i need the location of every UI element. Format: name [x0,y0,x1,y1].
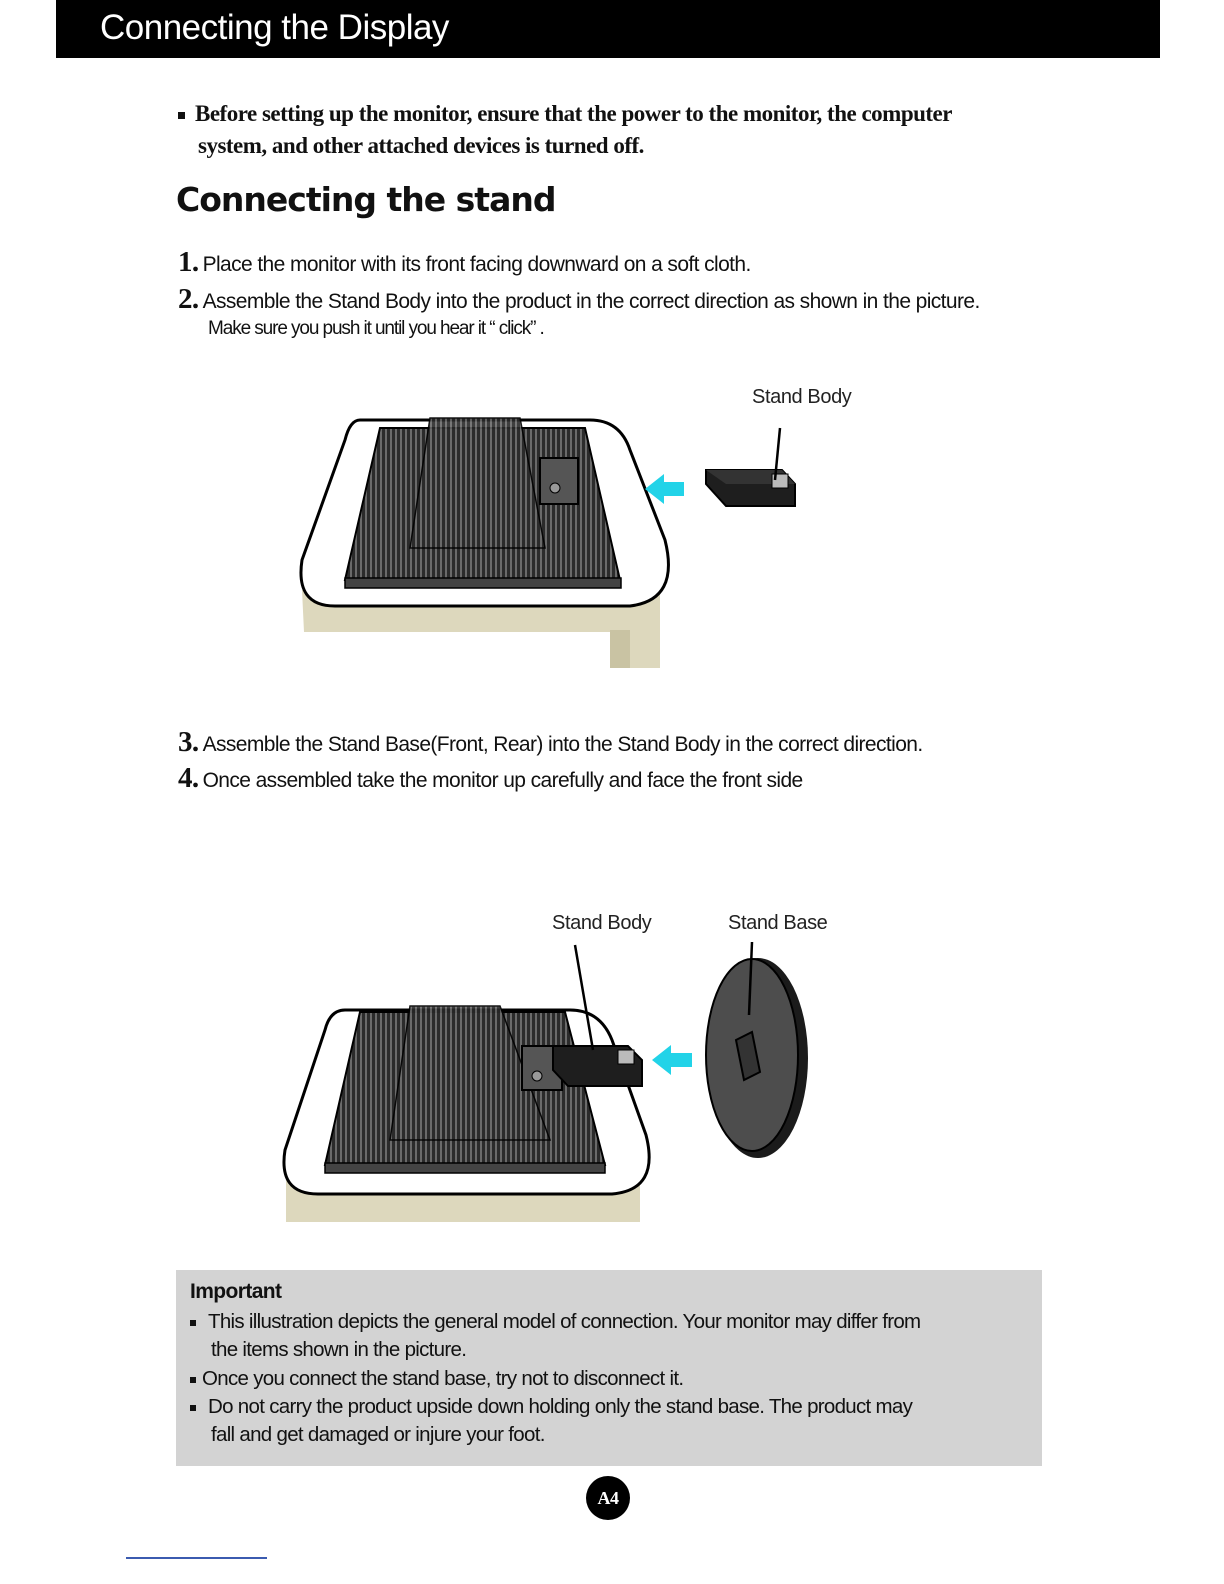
step-2-note: Make sure you push it until you hear it “ click” . [208,318,544,339]
step-number: 4. [178,762,199,794]
step-text: Place the monitor with its front facing downward on a soft cloth. [202,253,751,276]
bullet-icon [190,1405,196,1411]
step-number: 1. [178,246,199,278]
step-text: Assemble the Stand Body into the product in the correct direction as shown in the picture. [202,290,980,313]
label-stand-body-2: Stand Body [552,912,652,934]
warning-line-1: Before setting up the monitor, ensure that the power to the monitor, the computer [195,101,952,126]
important-item-text-cont: fall and get damaged or injure your foot. [211,1423,545,1446]
important-item-2 [190,1365,1020,1393]
page-header-title: Connecting the Display [100,8,449,47]
important-item-text: Once you connect the stand base, try not to disconnect it. [202,1367,684,1390]
warning-line-2: system, and other attached devices is turned off. [198,133,644,158]
bullet-icon [190,1320,196,1326]
label-stand-body-1: Stand Body [752,386,852,408]
important-item-text-cont: the items shown in the picture. [211,1338,467,1361]
step-text: Assemble the Stand Base(Front, Rear) into the Stand Body in the correct direction. [202,733,923,756]
important-item-text: This illustration depicts the general model of connection. Your monitor may differ from [208,1310,921,1333]
important-title: Important [190,1280,282,1303]
stand-base-part [706,942,808,1158]
important-item-3 [190,1393,1020,1449]
bottom-rule [126,1557,267,1559]
arrow-icon [652,1045,692,1075]
step-number: 2. [178,283,199,315]
important-item-text: Do not carry the product upside down holding only the stand base. The product may [208,1395,913,1418]
section-title: Connecting the stand [176,180,556,219]
step-number: 3. [178,726,199,758]
important-item-1 [190,1308,1020,1364]
bullet-icon [190,1377,196,1383]
important-panel [176,1270,1042,1466]
label-stand-base: Stand Base [728,912,828,934]
page-number-badge: A4 [586,1476,630,1520]
step-text: Once assembled take the monitor up carefully and face the front side [202,769,803,792]
